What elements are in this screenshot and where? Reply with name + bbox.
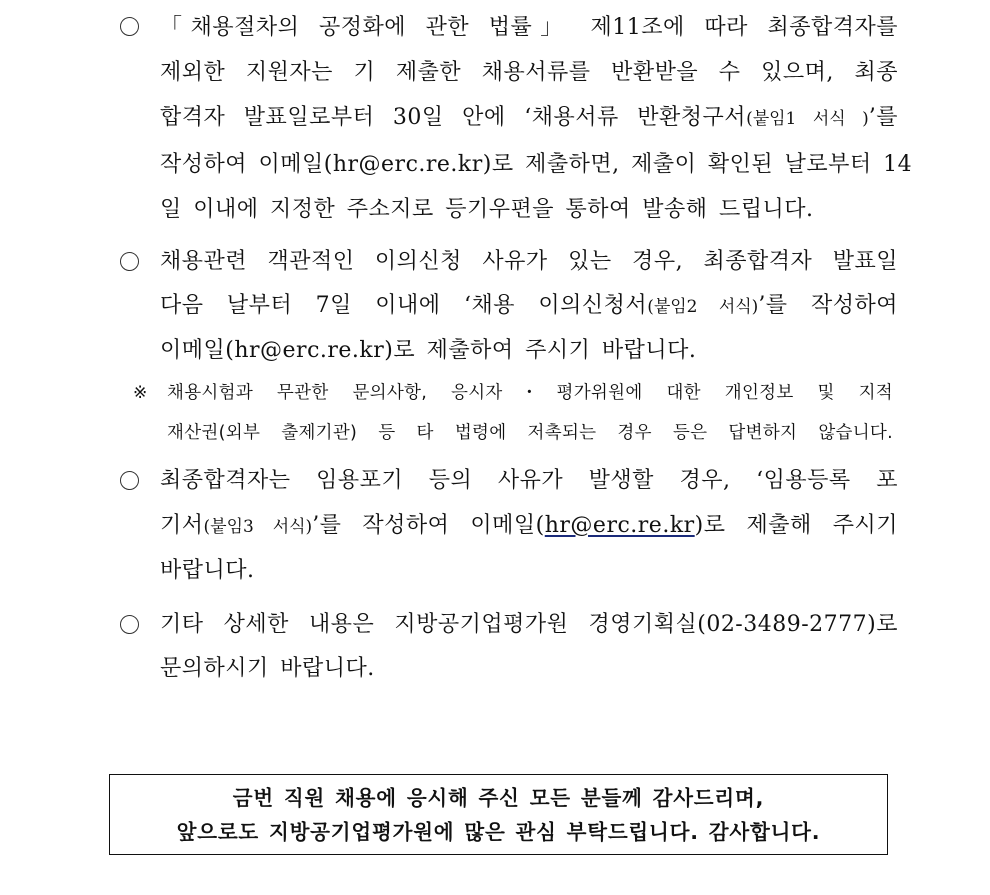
notice-item-body xyxy=(160,603,898,691)
attachment-ref: (붙임2 서식) xyxy=(647,297,759,317)
notice-item-body xyxy=(160,240,898,373)
text-segment: 다음 날부터 7일 이내에 ‘채용 이의신청서 xyxy=(160,293,648,318)
text-line: 「채용절차의 공정화에 관한 법률」 제11조에 따라 최종합격자를 xyxy=(160,15,898,40)
text-segment: ’를 xyxy=(868,105,899,130)
circle-bullet-icon xyxy=(118,603,140,648)
notice-item-body xyxy=(160,459,898,594)
text-line: 재산권(외부 출제기관) 등 타 법령에 저촉되는 경우 등은 답변하지 않습니다. xyxy=(167,423,893,443)
text-segment: ’를 작성하여 xyxy=(758,293,898,318)
text-segment: )로 제출해 주시기 xyxy=(694,512,898,538)
text-line xyxy=(160,504,898,550)
circle-bullet-icon xyxy=(118,240,140,285)
text-segment: 작성하여 이메일 xyxy=(160,152,324,177)
text-line: 기타 상세한 내용은 지방공기업평가원 경영기획실(02-3489-2777)로 xyxy=(160,612,898,637)
thank-you-box xyxy=(109,774,888,855)
text-line xyxy=(160,95,898,142)
note-body xyxy=(167,373,893,453)
email-text: (hr@erc.re.kr) xyxy=(323,152,492,177)
text-segment: 로 제출하면, 제출이 확인된 날로부터 14 xyxy=(491,152,913,177)
notice-item-withdrawal xyxy=(118,459,898,594)
email-text: (hr@erc.re.kr) xyxy=(225,338,394,363)
circle-bullet-icon xyxy=(118,5,140,50)
text-line: 채용관련 객관적인 이의신청 사유가 있는 경우, 최종합격자 발표일 xyxy=(160,249,898,274)
text-segment: ’를 작성하여 이메일( xyxy=(312,512,545,538)
text-segment: 합격자 발표일로부터 30일 안에 ‘채용서류 반환청구서 xyxy=(160,105,747,130)
attachment-ref: (붙임1 서식 ) xyxy=(746,109,869,129)
text-line: 최종합격자는 임용포기 등의 사유가 발생할 경우, ‘임용등록 포 xyxy=(160,468,898,493)
text-segment: 기서 xyxy=(160,512,204,538)
text-line: 채용시험과 무관한 문의사항, 응시자・평가위원에 대한 개인정보 및 지적 xyxy=(167,383,893,403)
circle-bullet-icon xyxy=(118,459,140,504)
note-disclaimer xyxy=(133,373,893,453)
text-line: 일 이내에 지정한 주소지로 등기우편을 통하여 발송해 드립니다. xyxy=(160,197,814,222)
text-line: 문의하시기 바랍니다. xyxy=(160,656,375,681)
thank-you-line: 금번 직원 채용에 응시해 주신 모든 분들께 감사드리며, xyxy=(232,786,765,810)
text-line xyxy=(160,329,898,373)
reference-mark-icon: ※ xyxy=(133,383,148,403)
text-line xyxy=(160,142,913,187)
text-line: 바랍니다. xyxy=(160,558,255,583)
email-link[interactable]: hr@erc.re.kr xyxy=(544,512,695,538)
notice-item-objection xyxy=(118,240,898,373)
text-line: 제외한 지원자는 기 제출한 채용서류를 반환받을 수 있으며, 최종 xyxy=(160,60,898,85)
text-line xyxy=(160,284,898,329)
text-segment: 이메일 xyxy=(160,338,226,363)
notice-item-contact xyxy=(118,603,898,691)
thank-you-line: 앞으로도 지방공기업평가원에 많은 관심 부탁드립니다. 감사합니다. xyxy=(176,820,821,844)
attachment-ref: (붙임3 서식) xyxy=(203,516,313,537)
notice-item-document-return xyxy=(118,5,913,232)
notice-item-body xyxy=(160,5,913,232)
text-segment: 로 제출하여 주시기 바랍니다. xyxy=(393,338,697,363)
